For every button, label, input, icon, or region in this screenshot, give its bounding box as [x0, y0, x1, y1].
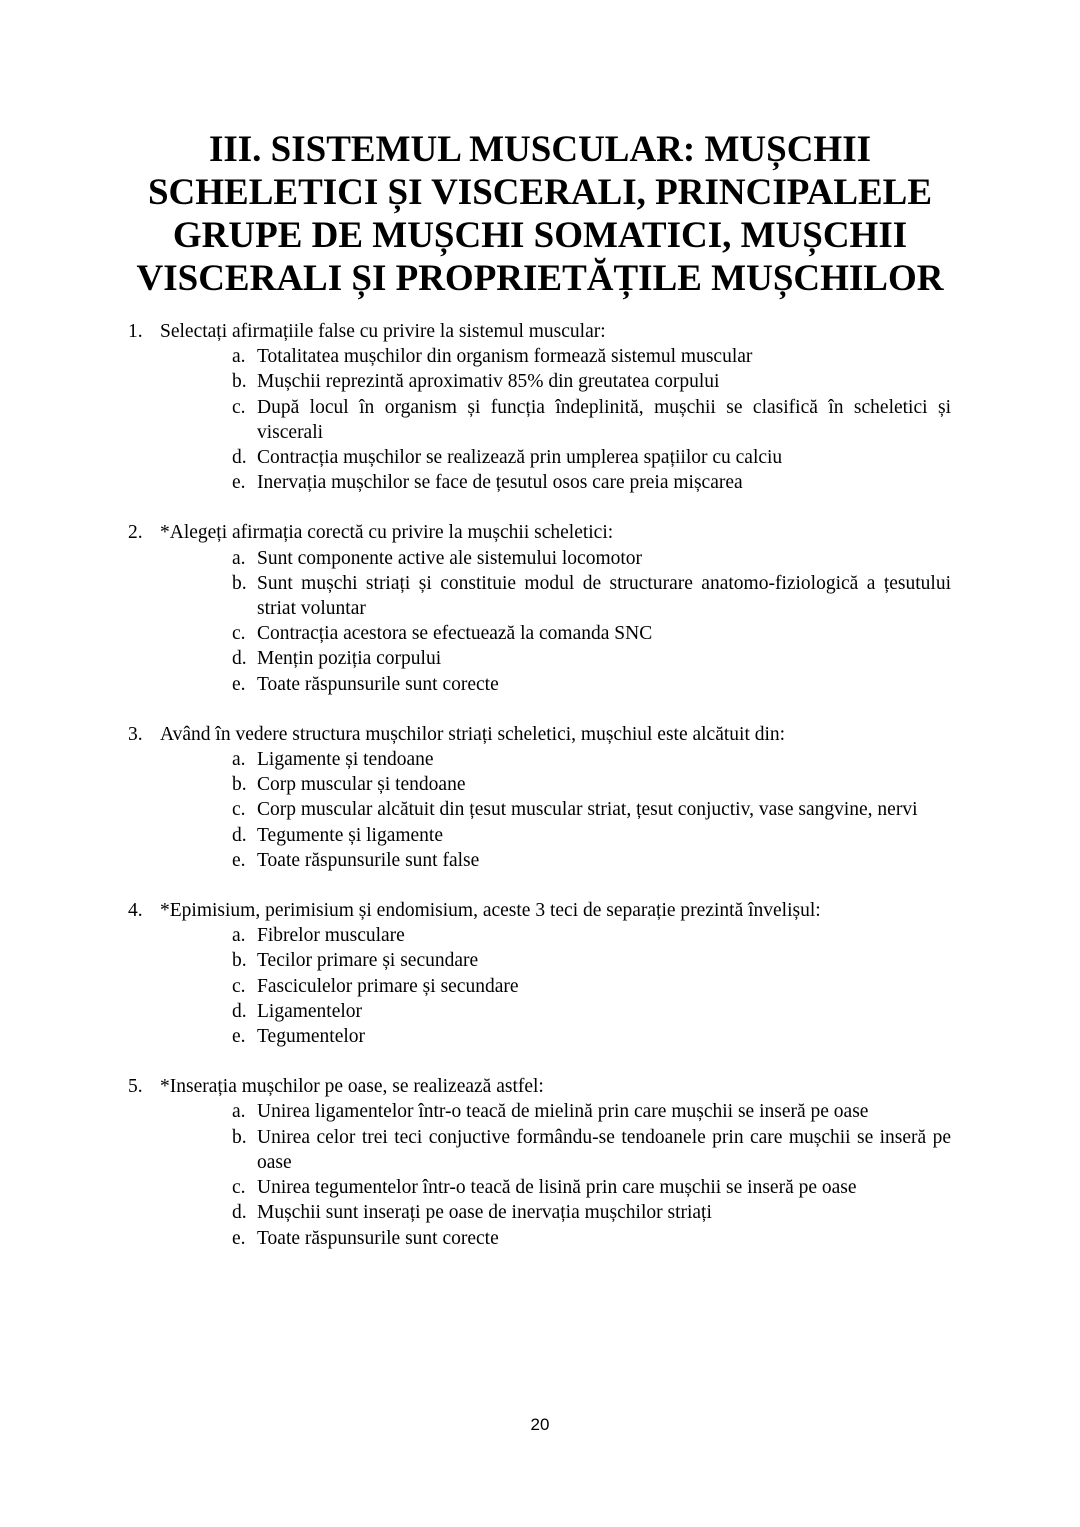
option-b [0, 948, 951, 973]
option-d [0, 445, 951, 470]
question-text: *Alegeți afirmația corectă cu privire la mușchii scheletici: [160, 522, 614, 544]
question-4 [0, 898, 1080, 1049]
option-letter: b. [232, 572, 247, 594]
option-list [0, 923, 1080, 1049]
option-text: Mușchii reprezintă aproximativ 85% din greutatea corpului [257, 371, 720, 393]
option-text: Contracția acestora se efectuează la comanda SNC [257, 623, 653, 645]
question-stem [0, 722, 1080, 747]
option-letter: d. [232, 1000, 247, 1022]
option-letter: a. [232, 749, 246, 771]
question-number: 1. [128, 321, 143, 342]
option-letter: e. [232, 673, 246, 695]
option-letter: a. [232, 1101, 246, 1123]
option-text: Sunt mușchi striați și constituie modul de structurare anatomo-fiziologică a țesutului striat voluntar [257, 572, 951, 620]
option-e [0, 848, 951, 873]
option-letter: c. [232, 396, 246, 418]
option-text: Toate răspunsurile sunt corecte [257, 673, 499, 695]
option-letter: c. [232, 623, 246, 645]
option-letter: d. [232, 648, 247, 670]
option-text: Tegumentelor [257, 1026, 366, 1048]
option-text: Unirea tegumentelor într-o teacă de lisină prin care mușchii se inseră pe oase [257, 1177, 857, 1199]
option-a [0, 1099, 951, 1124]
option-text: Toate răspunsurile sunt false [257, 849, 480, 871]
option-letter: e. [232, 849, 246, 871]
option-text: Ligamentelor [257, 1000, 363, 1022]
option-a [0, 546, 951, 571]
option-text: Ligamente și tendoane [257, 749, 434, 771]
option-c [0, 797, 951, 822]
option-letter: e. [232, 1026, 246, 1048]
question-number: 2. [128, 522, 143, 544]
question-stem [0, 1074, 1080, 1099]
option-text: Corp muscular și tendoane [257, 774, 466, 796]
option-text: Inervația mușchilor se face de țesutul osos care preia mișcarea [257, 472, 743, 494]
title-line: VISCERALI ȘI PROPRIETĂȚILE MUȘCHILOR [136, 258, 944, 299]
option-letter: b. [232, 950, 247, 972]
option-a [0, 747, 951, 772]
option-d [0, 646, 951, 671]
option-d [0, 1200, 951, 1225]
option-text: Sunt componente active ale sistemului locomotor [257, 547, 643, 569]
question-stem [0, 520, 1080, 545]
option-letter: e. [232, 472, 246, 494]
option-letter: c. [232, 799, 246, 821]
question-text: *Inserația mușchilor pe oase, se realizează astfel: [160, 1076, 544, 1098]
question-2 [0, 520, 1080, 696]
option-b [0, 369, 951, 394]
question-text: Având în vedere structura mușchilor striați scheletici, mușchiul este alcătuit din: [160, 723, 786, 745]
question-number: 5. [128, 1076, 143, 1098]
option-text: Tegumente și ligamente [257, 824, 443, 846]
option-text: Mențin poziția corpului [257, 648, 442, 670]
option-e [0, 1024, 951, 1049]
option-text: Toate răspunsurile sunt corecte [257, 1227, 499, 1249]
question-5 [0, 1074, 1080, 1250]
option-c [0, 1175, 951, 1200]
option-letter: b. [232, 774, 247, 796]
page-title [0, 128, 1080, 300]
option-letter: a. [232, 547, 246, 569]
question-list [0, 319, 1080, 1276]
option-letter: d. [232, 824, 247, 846]
option-text: Tecilor primare și secundare [257, 950, 479, 972]
option-text: Unirea ligamentelor într-o teacă de mielină prin care mușchii se inseră pe oase [257, 1101, 869, 1123]
option-letter: a. [232, 925, 246, 947]
option-letter: c. [232, 975, 246, 997]
option-d [0, 999, 951, 1024]
question-stem [0, 898, 1080, 923]
option-list [0, 747, 1080, 873]
title-line: SCHELETICI ȘI VISCERALI, PRINCIPALELE [147, 172, 933, 213]
question-number: 4. [128, 900, 143, 922]
option-text: Totalitatea mușchilor din organism formează sistemul muscular [257, 346, 753, 368]
option-b [0, 772, 951, 797]
option-letter: d. [232, 1202, 247, 1224]
option-letter: a. [232, 346, 246, 368]
option-list [0, 344, 1080, 495]
title-line: III. SISTEMUL MUSCULAR: MUȘCHII [208, 129, 871, 170]
option-text: Contracția mușchilor se realizează prin umplerea spațiilor cu calciu [257, 447, 783, 469]
option-text: Fasciculelor primare și secundare [257, 975, 519, 997]
option-e [0, 672, 951, 697]
question-text: *Epimisium, perimisium și endomisium, aceste 3 teci de separație prezintă învelișul: [160, 900, 821, 922]
option-b [0, 1125, 951, 1175]
option-list [0, 546, 1080, 697]
option-c [0, 395, 951, 445]
option-e [0, 470, 951, 495]
option-e [0, 1226, 951, 1251]
option-text: Mușchii sunt inserați pe oase de inervația mușchilor striați [257, 1202, 712, 1224]
option-text: Fibrelor musculare [257, 925, 405, 947]
option-text: Unirea celor trei teci conjuctive formându-se tendoanele prin care mușchii se inseră pe oase [257, 1126, 951, 1173]
question-3 [0, 722, 1080, 873]
question-text: Selectați afirmațiile false cu privire la sistemul muscular: [160, 321, 606, 342]
question-stem [0, 319, 1080, 344]
question-number: 3. [128, 723, 143, 745]
option-list [0, 1099, 1080, 1250]
option-letter: c. [232, 1177, 246, 1199]
option-letter: b. [232, 1126, 247, 1148]
option-text: Corp muscular alcătuit din țesut muscular striat, țesut conjuctiv, vase sangvine, nervi [257, 799, 918, 821]
option-b [0, 571, 951, 621]
option-a [0, 344, 951, 369]
option-letter: d. [232, 447, 247, 469]
page-number: 20 [530, 1415, 550, 1434]
option-text: După locul în organism și funcția îndeplinită, mușchii se clasifică în scheletici și viscerali [257, 396, 951, 443]
option-a [0, 923, 951, 948]
title-line: GRUPE DE MUȘCHI SOMATICI, MUȘCHII [172, 215, 908, 256]
option-c [0, 621, 951, 646]
question-1 [0, 319, 1080, 495]
option-letter: b. [232, 371, 247, 393]
option-c [0, 974, 951, 999]
option-letter: e. [232, 1227, 246, 1249]
option-d [0, 823, 951, 848]
